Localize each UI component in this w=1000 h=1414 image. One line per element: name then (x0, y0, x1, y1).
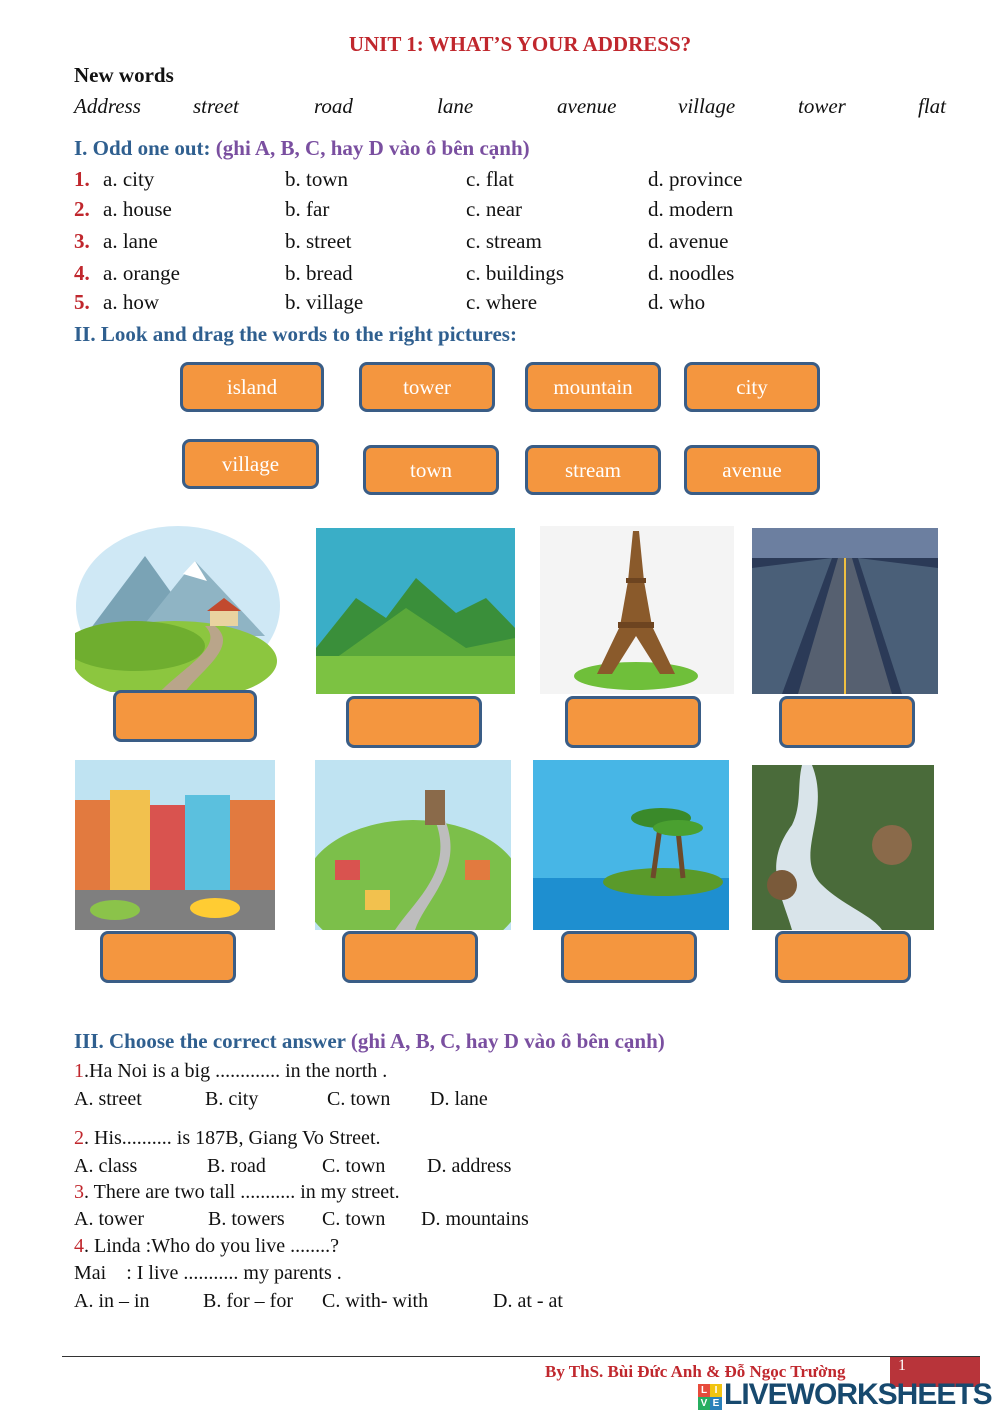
word-chip-mountain[interactable]: mountain (525, 362, 661, 412)
answer-drop-box[interactable] (779, 696, 915, 748)
logo-cell: L (698, 1384, 710, 1397)
question-row (74, 290, 90, 315)
logo-cell: I (710, 1384, 722, 1397)
option-d: d. noodles (648, 261, 735, 285)
section-3-note: (ghi A, B, C, hay D vào ô bên cạnh) (350, 1029, 665, 1053)
answer-drop-box[interactable] (113, 690, 257, 742)
page-title: UNIT 1: WHAT’S YOUR ADDRESS? (348, 32, 692, 56)
option-a: a. city (103, 167, 155, 191)
question-text: .Ha Noi is a big ............. in the north . (84, 1060, 388, 1082)
question-row (74, 197, 90, 222)
option-d: D. at - at (493, 1290, 563, 1312)
question-text: . Linda :Who do you live ........? (84, 1235, 339, 1257)
option-a: A. street (74, 1088, 142, 1110)
question-2 (74, 1127, 381, 1150)
question-row (74, 261, 90, 286)
logo-cell: V (698, 1397, 710, 1410)
answer-drop-box[interactable] (561, 931, 697, 983)
option-b: b. town (285, 167, 348, 191)
word-chip-island[interactable]: island (180, 362, 324, 412)
answer-drop-box[interactable] (100, 931, 236, 983)
option-a: A. in – in (74, 1290, 150, 1312)
vocab-word: tower (798, 94, 846, 118)
option-a: A. class (74, 1155, 138, 1177)
footer-author: By ThS. Bùi Đức Anh & Đỗ Ngọc Trường (545, 1362, 846, 1381)
option-b: b. far (285, 197, 330, 221)
option-d: d. modern (648, 197, 734, 221)
question-number: 2. (74, 197, 90, 221)
question-row (74, 167, 90, 192)
answer-drop-box[interactable] (346, 696, 482, 748)
vocab-word: lane (437, 94, 474, 118)
question-1 (74, 1060, 387, 1083)
town-image (75, 760, 275, 930)
question-number: 5. (74, 290, 90, 314)
option-d: D. mountains (421, 1208, 529, 1230)
island-image (533, 760, 729, 930)
option-c: c. flat (466, 167, 514, 191)
village-landscape-image (75, 526, 281, 692)
page-number: 1 (890, 1357, 980, 1387)
question-number: 3. (74, 229, 90, 253)
option-b: B. city (205, 1088, 259, 1110)
new-words-heading: New words (74, 63, 174, 87)
option-d: D. lane (430, 1088, 488, 1110)
mountain-image (316, 528, 515, 694)
word-chip-tower[interactable]: tower (359, 362, 495, 412)
option-c: C. town (327, 1088, 391, 1110)
section-1-note: (ghi A, B, C, hay D vào ô bên cạnh) (215, 136, 530, 160)
answer-drop-box[interactable] (342, 931, 478, 983)
logo-cell: E (710, 1397, 722, 1410)
vocab-word: Address (74, 94, 141, 118)
option-c: c. buildings (466, 261, 564, 285)
option-a: a. lane (103, 229, 158, 253)
vocab-word: avenue (557, 94, 617, 118)
stream-image (752, 765, 934, 930)
option-c: c. stream (466, 229, 542, 253)
answer-drop-box[interactable] (775, 931, 911, 983)
question-number: 1. (74, 167, 90, 191)
question-3 (74, 1181, 400, 1204)
option-a: a. house (103, 197, 172, 221)
word-chip-city[interactable]: city (684, 362, 820, 412)
option-b: b. village (285, 290, 364, 314)
option-d: d. avenue (648, 229, 729, 253)
section-1-title: I. Odd one out: (74, 136, 211, 160)
avenue-image (752, 528, 938, 694)
word-chip-village[interactable]: village (182, 439, 319, 489)
question-number: 3 (74, 1181, 84, 1203)
option-c: c. where (466, 290, 538, 314)
option-c: C. with- with (322, 1290, 429, 1312)
section-3-heading (74, 1029, 665, 1054)
vocab-word: flat (918, 94, 947, 118)
option-b: B. for – for (203, 1290, 293, 1312)
vocab-word: road (314, 94, 353, 118)
footer-divider (62, 1356, 980, 1357)
option-b: B. road (207, 1155, 266, 1177)
question-text: . His.......... is 187B, Giang Vo Street. (84, 1127, 381, 1149)
tower-image (540, 526, 734, 694)
vocab-word: village (678, 94, 736, 118)
word-chip-town[interactable]: town (363, 445, 499, 495)
section-3-title: III. Choose the correct answer (74, 1029, 346, 1053)
word-chip-avenue[interactable]: avenue (684, 445, 820, 495)
village-town-hill-image (315, 760, 511, 930)
answer-drop-box[interactable] (565, 696, 701, 748)
option-a: a. orange (103, 261, 180, 285)
vocab-word: street (193, 94, 239, 118)
option-c: C. town (322, 1155, 386, 1177)
liveworksheets-logo-icon (698, 1384, 722, 1410)
question-row (74, 229, 90, 254)
option-c: C. town (322, 1208, 386, 1230)
option-b: b. street (285, 229, 352, 253)
section-2-title: II. Look and drag the words to the right pictures: (74, 322, 517, 346)
question-number: 4 (74, 1235, 84, 1257)
option-d: d. who (648, 290, 706, 314)
word-chip-stream[interactable]: stream (525, 445, 661, 495)
option-a: A. tower (74, 1208, 144, 1230)
liveworksheets-brand[interactable]: LIVEWORKSHEETS (724, 1378, 992, 1411)
option-c: c. near (466, 197, 522, 221)
question-number: 1 (74, 1060, 84, 1082)
section-1-heading (74, 136, 530, 161)
option-a: a. how (103, 290, 159, 314)
question-number: 2 (74, 1127, 84, 1149)
option-b: B. towers (208, 1208, 285, 1230)
question-text: . There are two tall ........... in my street. (84, 1181, 400, 1203)
question-4-line-2: Mai : I live ........... my parents . (74, 1262, 342, 1284)
option-b: b. bread (285, 261, 353, 285)
question-4 (74, 1235, 339, 1258)
question-number: 4. (74, 261, 90, 285)
option-d: D. address (427, 1155, 512, 1177)
option-d: d. province (648, 167, 743, 191)
